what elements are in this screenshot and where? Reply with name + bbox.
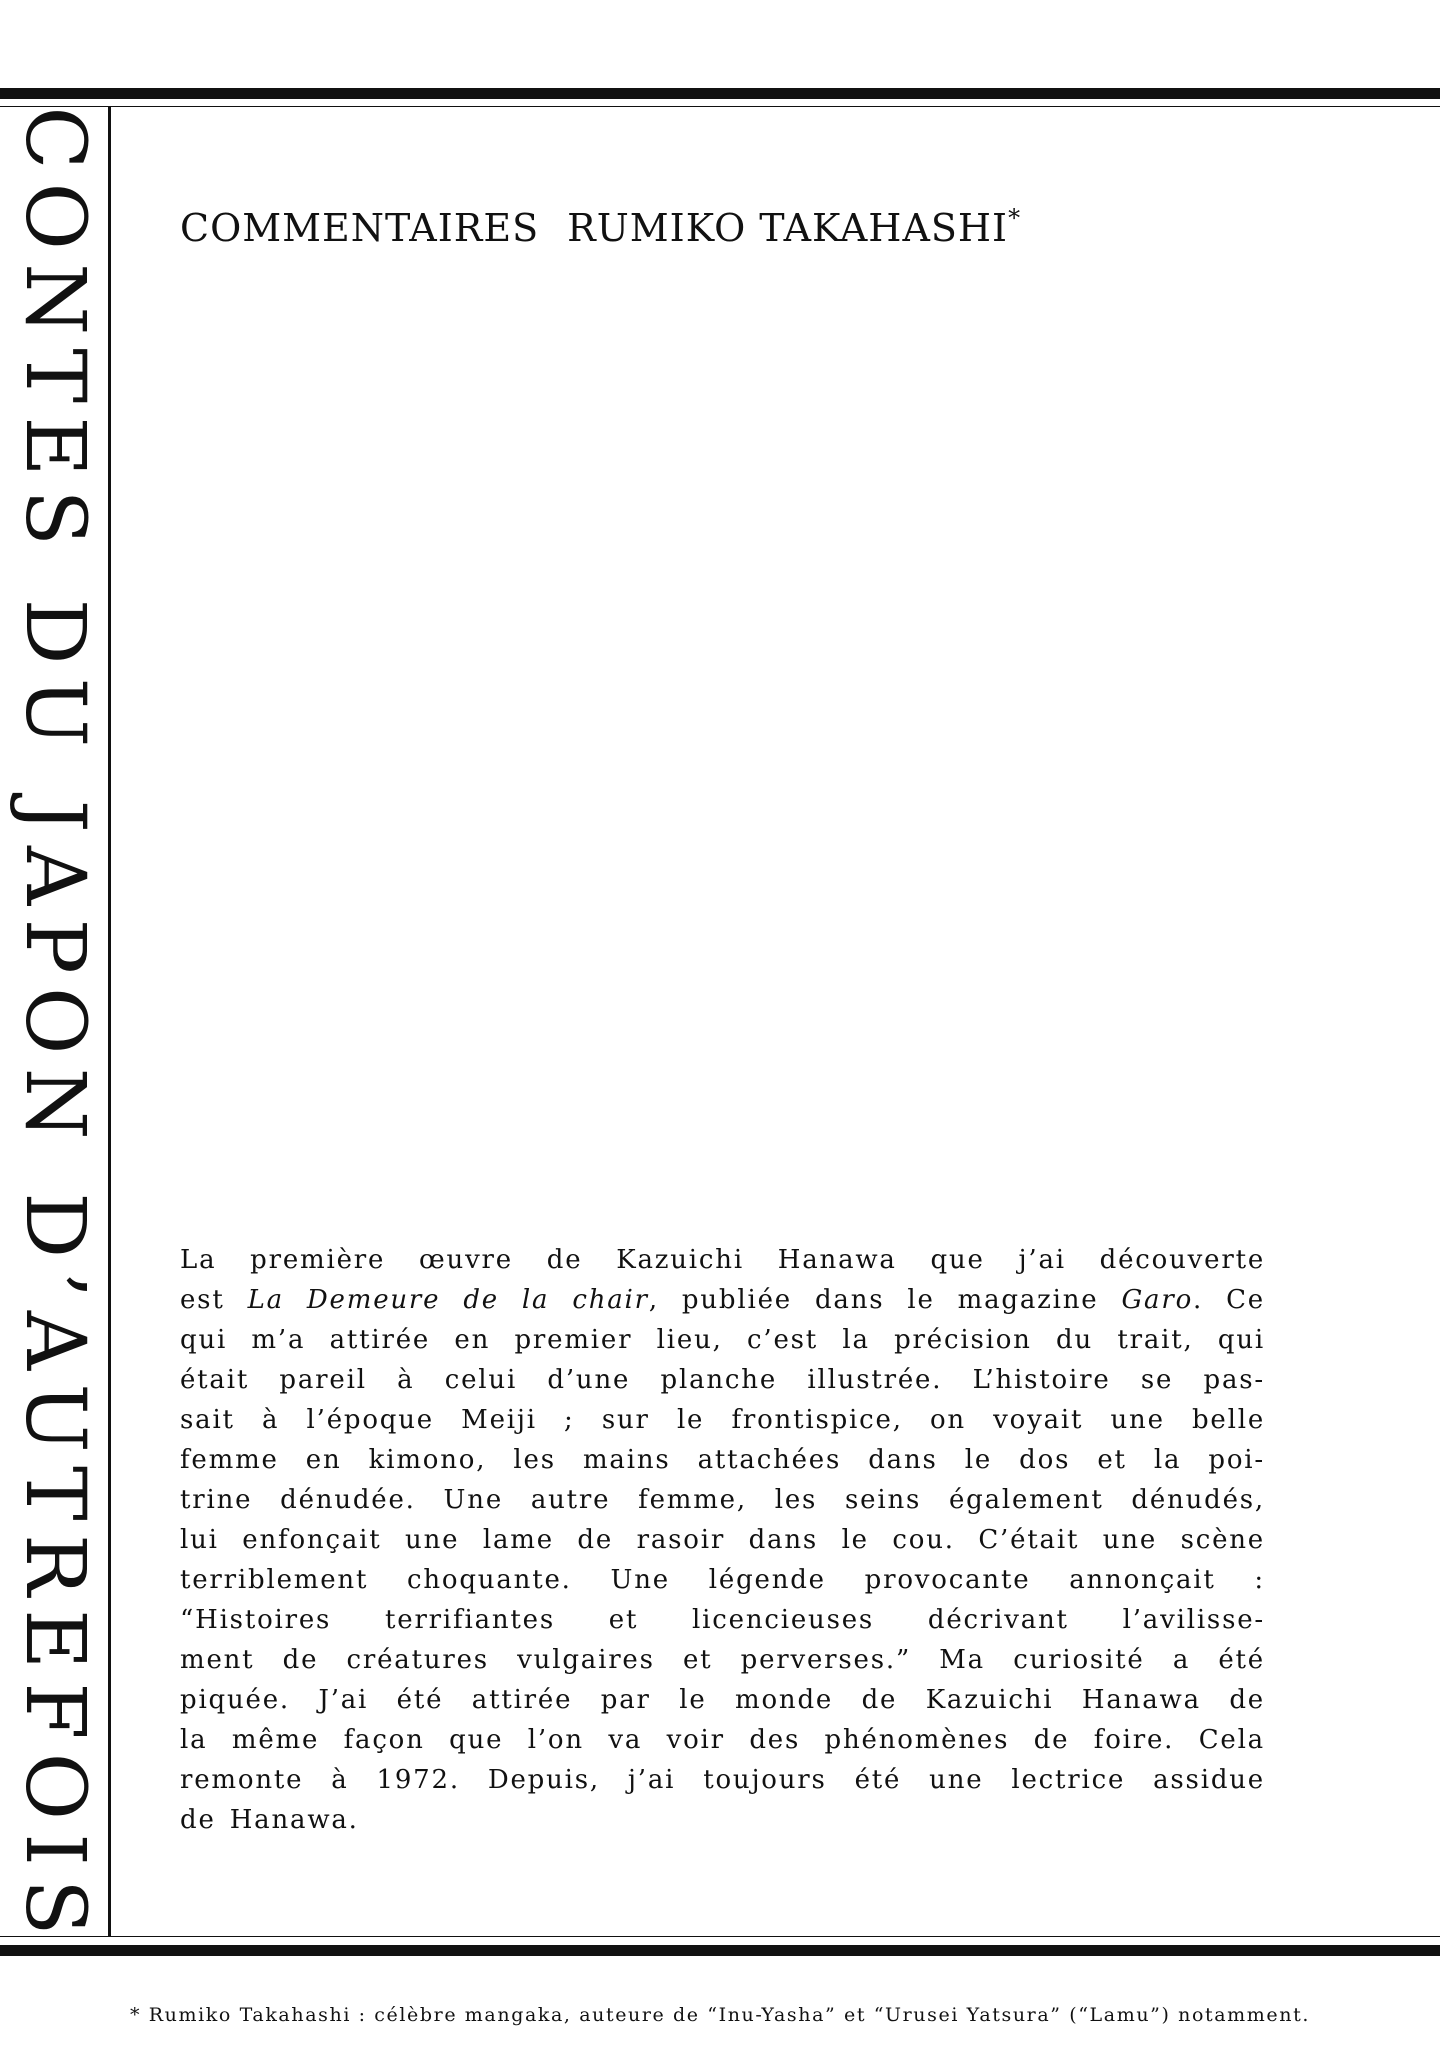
vertical-title-glyph: U <box>7 1383 102 1453</box>
top-thin-rule <box>0 106 1440 107</box>
bottom-thick-rule <box>0 1945 1440 1956</box>
vertical-title-glyph: D <box>7 1192 102 1259</box>
paragraph-line <box>180 1560 1265 1600</box>
paragraph-line <box>180 1280 1265 1320</box>
vertical-title-glyph: R <box>7 1534 102 1596</box>
vertical-title-glyph: A <box>7 1310 102 1371</box>
paragraph-line <box>180 1600 1265 1640</box>
paragraph-line <box>180 1440 1265 1480</box>
paragraph-line <box>180 1800 1265 1840</box>
vertical-title-text <box>7 106 102 1936</box>
line-text: de Hanawa. <box>180 1805 359 1835</box>
paragraph-line <box>180 1680 1265 1720</box>
paragraph-line <box>180 1760 1265 1800</box>
vertical-title-glyph: N <box>7 1067 102 1140</box>
vertical-title-glyph <box>13 559 95 585</box>
line-text: qui m’a attirée en premier lieu, c’est la précision du trait, qui <box>180 1325 1265 1355</box>
footnote-marker: * <box>1008 204 1022 232</box>
line-text: ment de créatures vulgaires et perverses.” Ma curiosité a été <box>180 1645 1265 1675</box>
vertical-title-glyph: T <box>7 1466 102 1521</box>
vertical-title-glyph <box>13 1153 95 1179</box>
top-thick-rule <box>0 88 1440 99</box>
line-text: remonte à 1972. Depuis, j’ai toujours été une lectrice assidue <box>180 1765 1265 1795</box>
vertical-title-glyph: E <box>7 1609 102 1670</box>
line-text: femme en kimono, les mains attachées dans le dos et la poi- <box>180 1445 1265 1475</box>
vertical-title-glyph: E <box>7 416 102 477</box>
vertical-title-glyph: D <box>7 598 102 665</box>
italic-title: Garo <box>1121 1285 1194 1315</box>
vertical-title-glyph: I <box>7 1833 102 1866</box>
vertical-title-glyph: ’ <box>7 1271 102 1298</box>
line-text: la même façon que l’on va voir des phénomènes de foire. Cela <box>180 1725 1265 1755</box>
paragraph-line <box>180 1520 1265 1560</box>
italic-title: La Demeure de la chair <box>247 1285 649 1315</box>
line-text: , publiée dans le magazine <box>648 1285 1122 1315</box>
vertical-divider <box>108 107 111 1936</box>
line-text: était pareil à celui d’une planche illustrée. L’histoire se pas- <box>180 1365 1265 1395</box>
paragraph-line <box>180 1720 1265 1760</box>
page-heading <box>180 206 1021 250</box>
paragraph-line <box>180 1480 1265 1520</box>
vertical-title-glyph: U <box>7 677 102 747</box>
heading-author: RUMIKO TAKAHASHI <box>567 206 1009 250</box>
vertical-title-glyph: F <box>7 1682 102 1740</box>
footnote: * Rumiko Takahashi : célèbre mangaka, auteure de “Inu-Yasha” et “Urusei Yatsura” (“Lamu”) notamment. <box>130 2004 1310 2026</box>
line-text: . Ce <box>1193 1285 1265 1315</box>
vertical-title-glyph: O <box>7 182 102 250</box>
vertical-title-glyph: O <box>7 1752 102 1820</box>
vertical-title-glyph: J <box>7 799 102 833</box>
vertical-title-glyph: N <box>7 263 102 335</box>
heading-section: COMMENTAIRES <box>180 206 540 250</box>
commentary-paragraph <box>180 1240 1265 1840</box>
paragraph-line <box>180 1360 1265 1400</box>
vertical-title-glyph <box>13 760 95 786</box>
paragraph-line <box>180 1320 1265 1360</box>
vertical-book-title <box>7 106 102 1936</box>
bottom-thin-rule <box>0 1936 1440 1937</box>
line-text: est <box>180 1285 248 1315</box>
vertical-title-glyph: T <box>7 348 102 404</box>
vertical-title-glyph: O <box>7 987 102 1055</box>
vertical-title-glyph: C <box>7 106 102 170</box>
line-text: piquée. J’ai été attirée par le monde de Kazuichi Hanawa de <box>180 1685 1265 1715</box>
line-text: sait à l’époque Meiji ; sur le frontispice, on voyait une belle <box>180 1405 1265 1435</box>
line-text: trine dénudée. Une autre femme, les seins également dénudés, <box>180 1485 1265 1515</box>
vertical-title-glyph: A <box>7 846 102 906</box>
vertical-title-glyph: S <box>7 489 102 546</box>
line-text: lui enfonçait une lame de rasoir dans le cou. C’était une scène <box>180 1525 1265 1555</box>
vertical-title-glyph: P <box>7 918 102 974</box>
line-text: La première œuvre de Kazuichi Hanawa que j’ai découverte <box>180 1245 1265 1275</box>
paragraph-line <box>180 1640 1265 1680</box>
paragraph-line <box>180 1400 1265 1440</box>
paragraph-line <box>180 1240 1265 1280</box>
line-text: terriblement choquante. Une légende provocante annonçait : <box>180 1565 1265 1595</box>
line-text: “Histoires terrifiantes et licencieuses décrivant l’avilisse- <box>180 1605 1265 1635</box>
vertical-title-glyph: S <box>7 1879 102 1936</box>
